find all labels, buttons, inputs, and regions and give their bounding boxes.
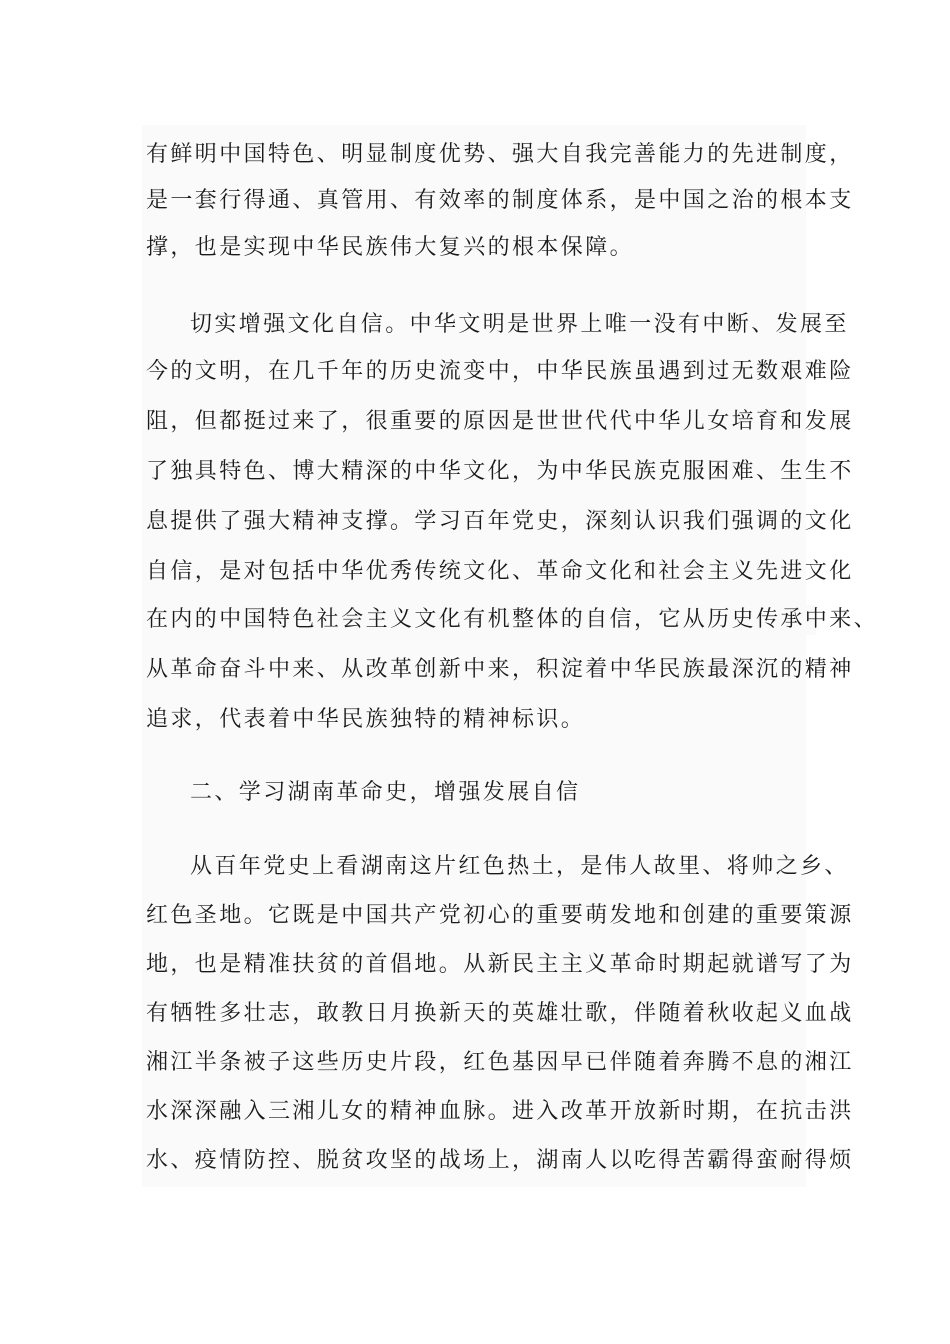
text-line: 红色圣地。它既是中国共产党初心的重要萌发地和创建的重要策源 <box>146 903 854 928</box>
text-line: 地，也是精准扶贫的首倡地。从新民主主义革命时期起就谱写了为 <box>146 952 854 977</box>
text-line: 今的文明，在几千年的历史流变中，中华民族虽遇到过无数艰难险 <box>146 359 854 384</box>
text-line: 是一套行得通、真管用、有效率的制度体系，是中国之治的根本支 <box>146 188 854 213</box>
section-heading: 二、学习湖南革命史，增强发展自信 <box>190 780 581 805</box>
text-line: 撑，也是实现中华民族伟大复兴的根本保障。 <box>146 235 635 260</box>
text-line: 水深深融入三湘儿女的精神血脉。进入改革开放新时期，在抗击洪 <box>146 1099 854 1124</box>
text-line: 自信，是对包括中华优秀传统文化、革命文化和社会主义先进文化 <box>146 559 854 584</box>
text-line: 了独具特色、博大精深的中华文化，为中华民族克服困难、生生不 <box>146 459 854 484</box>
text-line: 有鲜明中国特色、明显制度优势、强大自我完善能力的先进制度， <box>146 142 854 167</box>
text-line: 切实增强文化自信。中华文明是世界上唯一没有中断、发展至 <box>190 312 849 337</box>
text-line: 从百年党史上看湖南这片红色热土，是伟人故里、将帅之乡、 <box>190 854 849 879</box>
text-line: 湘江半条被子这些历史片段，红色基因早已伴随着奔腾不息的湘江 <box>146 1050 854 1075</box>
text-line: 追求，代表着中华民族独特的精神标识。 <box>146 707 586 732</box>
text-line: 水、疫情防控、脱贫攻坚的战场上，湖南人以吃得苦霸得蛮耐得烦 <box>146 1148 854 1173</box>
text-block <box>142 125 879 1187</box>
text-line: 在内的中国特色社会主义文化有机整体的自信，它从历史传承中来、 <box>146 607 879 632</box>
text-line: 从革命奋斗中来、从改革创新中来，积淀着中华民族最深沉的精神 <box>146 657 854 682</box>
text-line: 阻，但都挺过来了，很重要的原因是世世代代中华儿女培育和发展 <box>146 409 854 434</box>
text-line: 息提供了强大精神支撑。学习百年党史，深刻认识我们强调的文化 <box>146 509 854 534</box>
text-line: 有牺牲多壮志，敢教日月换新天的英雄壮歌，伴随着秋收起义血战 <box>146 1001 854 1026</box>
